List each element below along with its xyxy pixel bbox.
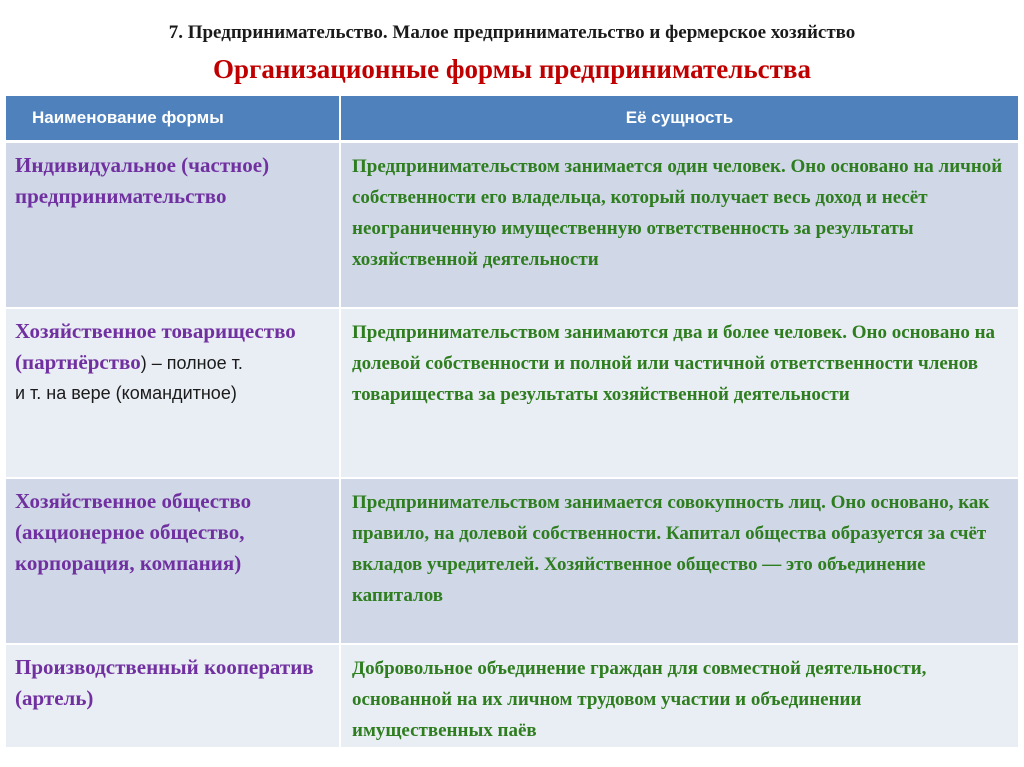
form-name-suffix: ) – полное т. xyxy=(140,353,243,373)
table-row xyxy=(6,308,1018,478)
essence-cell xyxy=(340,308,1018,478)
form-name: Хозяйственное общество (акционерное общество, корпорация, компания) xyxy=(15,489,252,575)
header-form-name: Наименование формы xyxy=(6,96,340,142)
form-name-cell xyxy=(6,308,340,478)
header-essence: Её сущность xyxy=(340,96,1018,142)
table-header-row xyxy=(6,96,1018,142)
essence-cell xyxy=(340,478,1018,644)
form-name-cell xyxy=(6,142,340,309)
essence-text: Добровольное объединение граждан для совместной деятельности, основанной на их личном трудовом участии и объединении имущественных паёв xyxy=(352,658,927,741)
forms-table xyxy=(6,96,1018,749)
essence-cell xyxy=(340,142,1018,309)
essence-cell xyxy=(340,644,1018,748)
table-row xyxy=(6,644,1018,748)
form-name-extra: и т. на вере (командитное) xyxy=(15,383,237,403)
essence-text: Предпринимательством занимаются два и более человек. Оно основано на долевой собственности и полной или частичной ответственности членов товарищества за результаты хозяйственной деятельности xyxy=(352,322,996,405)
slide-title: Организационные формы предпринимательства xyxy=(213,54,811,84)
form-name xyxy=(7,310,338,379)
form-name-cell xyxy=(6,478,340,644)
form-name-main: Хозяйственное товарищество (партнёрство xyxy=(15,319,296,374)
table-row xyxy=(6,478,1018,644)
essence-text: Предпринимательством занимается один человек. Оно основано на личной собственности его владельца, который получает весь доход и несёт неограниченную имущественную ответственность за результаты хозяйственной деятельности xyxy=(352,156,1003,270)
form-name-cell xyxy=(6,644,340,748)
form-name: Производственный кооператив (артель) xyxy=(15,655,314,710)
table-row xyxy=(6,142,1018,309)
slide-heading: 7. Предпринимательство. Малое предпринимательство и фермерское хозяйство xyxy=(168,22,856,43)
essence-text: Предпринимательством занимается совокупность лиц. Оно основано, как правило, на долевой собственности. Капитал общества образуется за счёт вкладов учредителей. Хозяйственное общество — это объединение капиталов xyxy=(352,492,990,606)
form-name: Индивидуальное (частное) предпринимательство xyxy=(15,153,270,208)
